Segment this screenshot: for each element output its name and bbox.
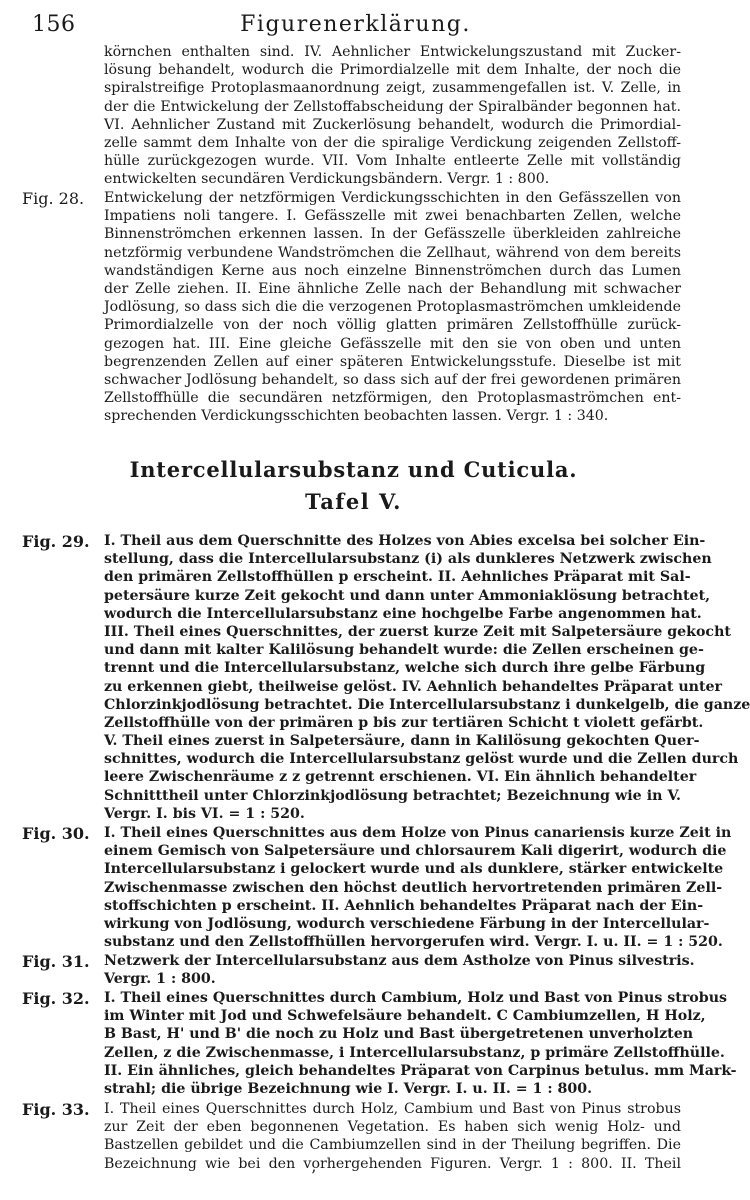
text-line: im Winter mit Jod und Schwefelsäure behandelt. C Cambiumzellen, H Holz, [104,1008,706,1025]
text-line: VI. Aehnlicher Zustand mit Zuckerlösung behandelt, wodurch die Primordial- [104,116,681,133]
text-line: Binnenströmchen erkennen lassen. In der Gefässzelle überkleiden zahlreiche [104,226,681,243]
text-line: stellung, dass die Intercellularsubstanz (i) als dunkleres Netzwerk zwischen [104,551,712,568]
text-line: B Bast, H' und B' die noch zu Holz und Bast übergetretenen unverholzten [104,1026,694,1043]
text-line: I. Theil eines Querschnittes durch Holz, Cambium und Bast von Pinus strobus [104,1101,681,1117]
text-line: Netzwerk der Intercellularsubstanz aus dem Astholze von Pinus silvestris. [104,953,695,969]
text-line: lösung behandelt, wodurch die Primordialzelle mit dem Inhalte, der noch die [104,62,681,79]
text-line: und dann mit kalter Kalilösung behandelt wurde: die Zellen erscheinen ge- [104,642,704,659]
figure-entry-28 [22,189,681,425]
text-line: Schnitttheil unter Chlorzinkjodlösung betrachtet; Bezeichnung wie in V. [104,787,681,804]
footer-mark: ’ [311,1166,317,1185]
text-line: spiralstreifige Protoplasmaanordnung zeigt, zusammengefallen ist. V. Zelle, in [104,80,681,97]
text-line: zelle sammt dem Inhalte von der die spiralige Verdickung zeigenden Zellstoff- [104,134,681,151]
text-line: der Zelle ziehen. II. Eine ähnliche Zelle nach der Behandlung mit schwacher [104,280,681,297]
figure-label: Fig. 33. [22,1100,90,1119]
text-line: der die Entwickelung der Zellstoffabscheidung der Spiralbänder begonnen hat. [104,98,681,115]
text-line: Zellstoffhülle von der primären p bis zur tertiären Schicht t violett gefärbt. [104,714,704,731]
figure-entry-29 [22,532,750,823]
figure-label: Fig. 28. [22,189,85,208]
text-line: körnchen enthalten sind. IV. Aehnlicher Entwickelungszustand mit Zucker- [104,44,681,60]
text-line: einem Gemisch von Salpetersäure und chlorsaurem Kali digerirt, wodurch die [104,843,727,860]
text-line: Impatiens noli tangere. I. Gefässzelle mit zwei benachbarten Zellen, welche [104,208,681,225]
text-line: II. Ein ähnliches, gleich behandeltes Präparat von Carpinus betulus. mm Mark- [104,1062,737,1079]
figure-entry-31 [22,952,695,988]
text-line: Intercellularsubstanz i gelockert wurde und als dunklere, stärker entwickelte [104,861,724,878]
text-line: Vergr. 1 : 800. [104,971,216,988]
figure-label: Fig. 29. [22,532,90,551]
text-line: Primordialzelle von der noch völlig glatten primären Zellstoffhülle zurück- [104,317,681,334]
text-line: begrenzenden Zellen auf einer späteren Entwickelungsstufe. Dieselbe ist mit [104,353,681,370]
text-line: netzförmig verbundene Wandströmchen die Zellhaut, während von dem bereits [104,244,681,261]
continuation-paragraph [22,43,681,189]
text-line: Entwickelung der netzförmigen Verdickungsschichten in den Gefässzellen von [104,190,681,206]
text-line: leere Zwischenräume z z getrennt erschienen. VI. Ein ähnlich behandelter [104,769,697,786]
text-line: wandständigen Kerne aus noch einzelne Binnenströmchen durch das Lumen [104,262,681,279]
text-line: zu erkennen giebt, theilweise gelöst. IV. Aehnlich behandeltes Präparat unter [104,678,723,695]
figure-label: Fig. 30. [22,824,90,843]
text-line: gezogen hat. III. Eine gleiche Gefässzelle mit den sie von oben und unten [104,335,681,352]
text-line: entwickelten secundären Verdickungsbändern. Vergr. 1 : 800. [104,171,550,188]
text-line: wodurch die Intercellularsubstanz eine hochgelbe Farbe angenommen hat. [104,605,702,622]
plate-heading: Tafel V. [305,489,402,514]
text-line: I. Theil eines Querschnittes durch Cambium, Holz und Bast von Pinus strobus [104,990,727,1006]
text-line: den primären Zellstoffhüllen p erscheint. II. Aehnliches Präparat mit Sal- [104,569,691,586]
figure-label: Fig. 32. [22,989,90,1008]
text-line: V. Theil eines zuerst in Salpetersäure, dann in Kalilösung gekochten Quer- [104,733,700,750]
text-line: Zellstoffhülle die secundären netzförmigen, den Protoplasmaströmchen ent- [104,390,681,407]
text-line: Chlorzinkjodlösung betrachtet. Die Intercellularsubstanz i dunkelgelb, die ganze [104,696,750,713]
text-line: Bezeichnung wie bei den vorhergehenden Figuren. Vergr. 1 : 800. II. Theil [104,1155,681,1172]
text-line: Zellen, z die Zwischenmasse, i Intercellularsubstanz, p primäre Zellstoffhülle. [104,1044,725,1061]
text-line: hülle zurückgezogen wurde. VII. Vom Inhalte entleerte Zelle mit vollständig [104,153,681,170]
text-line: Vergr. I. bis VI. = 1 : 520. [104,805,305,822]
text-line: sprechenden Verdickungsschichten beobachten lassen. Vergr. 1 : 340. [104,408,609,425]
text-line: I. Theil aus dem Querschnitte des Holzes von Abies excelsa bei solcher Ein- [104,533,706,549]
text-line: stoffschichten p erscheint. II. Aehnlich behandeltes Präparat nach der Ein- [104,897,704,914]
running-title: Figurenerklärung. [240,12,471,37]
page-header [32,12,679,42]
figure-entry-33 [22,1100,681,1173]
text-line: substanz und den Zellstoffhüllen hervorgerufen wird. Vergr. I. u. II. = 1 : 520. [104,934,723,951]
text-line: petersäure kurze Zeit gekocht und dann unter Ammoniaklösung betrachtet, [104,587,711,604]
text-line: III. Theil eines Querschnittes, der zuerst kurze Zeit mit Salpetersäure gekocht [104,623,731,640]
text-line: trennt und die Intercellularsubstanz, welche sich durch ihre gelbe Färbung [104,660,706,677]
text-line: strahl; die übrige Bezeichnung wie I. Vergr. I. u. II. = 1 : 800. [104,1080,593,1097]
section-heading: Intercellularsubstanz und Cuticula. [129,457,578,482]
figure-entry-30 [22,824,732,951]
figure-label: Fig. 31. [22,952,90,971]
text-line: Bastzellen gebildet und die Cambiumzellen sind in der Theilung begriffen. Die [104,1137,681,1154]
text-line: I. Theil eines Querschnittes aus dem Holze von Pinus canariensis kurze Zeit in [104,825,732,841]
text-line: wirkung von Jodlösung, wodurch verschiedene Färbung in der Intercellular- [104,915,710,932]
text-line: schwacher Jodlösung behandelt, so dass sich auf der frei gewordenen primären [104,371,681,388]
text-line: Jodlösung, so dass sich die die verzogenen Protoplasmaströmchen umkleidende [104,299,681,316]
text-line: zur Zeit der eben begonnenen Vegetation. Es haben sich wenig Holz- und [104,1119,681,1136]
text-line: schnittes, wodurch die Intercellularsubstanz gelöst wurde und die Zellen durch [104,751,739,768]
text-line: Zwischenmasse zwischen den höchst deutlich hervortretenden primären Zell- [104,879,723,896]
page-number: 156 [32,12,76,37]
figure-entry-32 [22,989,737,1098]
